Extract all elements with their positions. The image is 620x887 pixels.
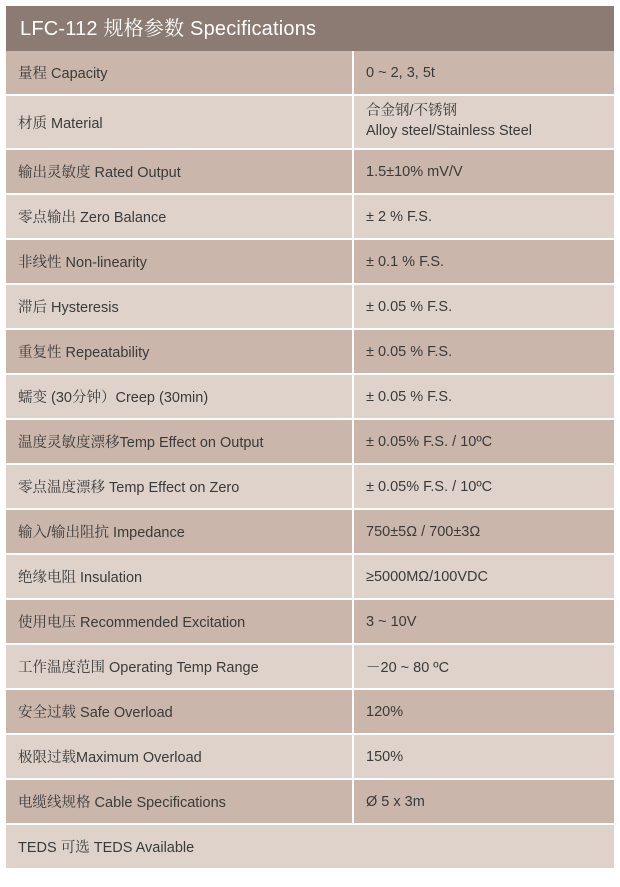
- row-value: ± 2 % F.S.: [354, 195, 614, 238]
- row-value: 0 ~ 2, 3, 5t: [354, 51, 614, 94]
- row-label: 量程 Capacity: [6, 51, 354, 94]
- row-value-line1: 合金钢/不锈钢: [366, 103, 458, 119]
- row-value: ± 0.05% F.S. / 10ºC: [354, 420, 614, 463]
- row-value: 1.5±10% mV/V: [354, 150, 614, 193]
- table-row: [6, 96, 614, 150]
- row-value: Ø 5 x 3m: [354, 780, 614, 823]
- row-label: 工作温度范围 Operating Temp Range: [6, 645, 354, 688]
- table-row: [6, 195, 614, 240]
- table-row: [6, 510, 614, 555]
- row-value: ± 0.05% F.S. / 10ºC: [354, 465, 614, 508]
- row-label: 材质 Material: [6, 96, 354, 148]
- table-row: [6, 240, 614, 285]
- table-row: [6, 285, 614, 330]
- row-value: [354, 96, 614, 148]
- row-label: 使用电压 Recommended Excitation: [6, 600, 354, 643]
- row-label: 电缆线规格 Cable Specifications: [6, 780, 354, 823]
- table-row: [6, 150, 614, 195]
- row-label: 极限过载Maximum Overload: [6, 735, 354, 778]
- table-row: [6, 420, 614, 465]
- table-row: [6, 465, 614, 510]
- table-row: [6, 600, 614, 645]
- row-label: 绝缘电阻 Insulation: [6, 555, 354, 598]
- row-value: ± 0.05 % F.S.: [354, 330, 614, 373]
- row-label: 安全过载 Safe Overload: [6, 690, 354, 733]
- row-value: 3 ~ 10V: [354, 600, 614, 643]
- row-value: ≥5000MΩ/100VDC: [354, 555, 614, 598]
- row-label: 零点温度漂移 Temp Effect on Zero: [6, 465, 354, 508]
- table-row: [6, 375, 614, 420]
- row-label: 温度灵敏度漂移Temp Effect on Output: [6, 420, 354, 463]
- table-row: [6, 735, 614, 780]
- table-body: [6, 51, 614, 868]
- table-row: [6, 51, 614, 96]
- table-row: [6, 825, 614, 868]
- row-label: 零点输出 Zero Balance: [6, 195, 354, 238]
- table-row: [6, 645, 614, 690]
- row-value: ± 0.05 % F.S.: [354, 375, 614, 418]
- row-value: 750±5Ω / 700±3Ω: [354, 510, 614, 553]
- row-label: 非线性 Non-linearity: [6, 240, 354, 283]
- row-value: 150%: [354, 735, 614, 778]
- row-value: 120%: [354, 690, 614, 733]
- row-label: 蠕变 (30分钟）Creep (30min): [6, 375, 354, 418]
- row-value: ± 0.05 % F.S.: [354, 285, 614, 328]
- table-row: [6, 555, 614, 600]
- table-title: LFC-112 规格参数 Specifications: [6, 6, 614, 51]
- row-value: －20 ~ 80 ºC: [354, 645, 614, 688]
- row-label: TEDS 可选 TEDS Available: [6, 825, 614, 868]
- row-value: ± 0.1 % F.S.: [354, 240, 614, 283]
- table-row: [6, 690, 614, 735]
- table-row: [6, 780, 614, 825]
- row-value-line2: Alloy steel/Stainless Steel: [366, 122, 533, 139]
- row-label: 输出灵敏度 Rated Output: [6, 150, 354, 193]
- row-label: 滞后 Hysteresis: [6, 285, 354, 328]
- row-label: 输入/输出阻抗 Impedance: [6, 510, 354, 553]
- table-row: [6, 330, 614, 375]
- row-label: 重复性 Repeatability: [6, 330, 354, 373]
